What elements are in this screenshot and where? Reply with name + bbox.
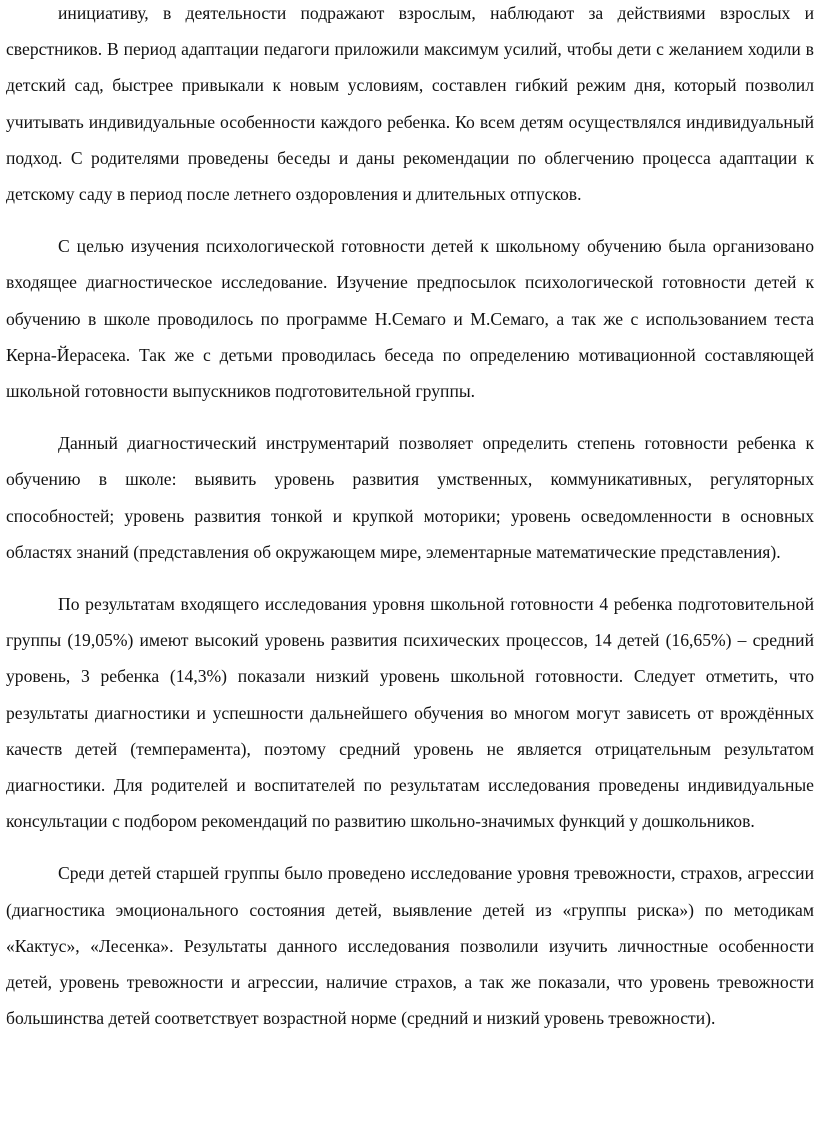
paragraph-diagnostic-tools: Данный диагностический инструментарий позволяет определить степень готовности ребенка к обучению в школе: выявить уровень развития умственных, коммуникативных, регуляторных способностей; уровень развития тонкой и крупкой моторики; уровень осведомленности в основных областях знаний (представления об окружающем мире, элементарные математические представления). [6, 433, 814, 562]
paragraph-school-readiness-study: С целью изучения психологической готовности детей к школьному обучению была организовано входящее диагностическое исследование. Изучение предпосылок психологической готовности детей к обучению в школе проводилось по программе Н.Семаго и М.Семаго, а так же с использованием теста Керна-Йерасека. Так же с детьми проводилась беседа по определению мотивационной составляющей школьной готовности выпускников подготовительной группы. [6, 236, 814, 402]
paragraph-study-results: По результатам входящего исследования уровня школьной готовности 4 ребенка подготовительной группы (19,05%) имеют высокий уровень развития психических процессов, 14 детей (16,65%) – средний уровень, 3 ребенка (14,3%) показали низкий уровень школьной готовности. Следует отметить, что результаты диагностики и успешности дальнейшего обучения во многом могут зависеть от врождённых качеств детей (темперамента), поэтому средний уровень не является отрицательным результатом диагностики. Для родителей и воспитателей по результатам исследования проведены индивидуальные консультации с подбором рекомендаций по развитию школьно-значимых функций у дошкольников. [6, 594, 814, 832]
paragraph-anxiety-study: Среди детей старшей группы было проведено исследование уровня тревожности, страхов, агрессии (диагностика эмоционального состояния детей, выявление детей из «группы риска») по методикам «Кактус», «Лесенка». Результаты данного исследования позволили изучить личностные особенности детей, уровень тревожности и агрессии, наличие страхов, а так же показали, что уровень тревожности большинства детей соответствует возрастной норме (средний и низкий уровень тревожности). [6, 863, 814, 1029]
paragraph-adaptation: инициативу, в деятельности подражают взрослым, наблюдают за действиями взрослых и сверстников. В период адаптации педагоги приложили максимум усилий, чтобы дети с желанием ходили в детский сад, быстрее привыкали к новым условиям, составлен гибкий режим дня, который позволил учитывать индивидуальные особенности каждого ребенка. Ко всем детям осуществлялся индивидуальный подход. С родителями проведены беседы и даны рекомендации по облегчению процесса адаптации к детскому саду в период после летнего оздоровления и длительных отпусков. [6, 3, 814, 205]
